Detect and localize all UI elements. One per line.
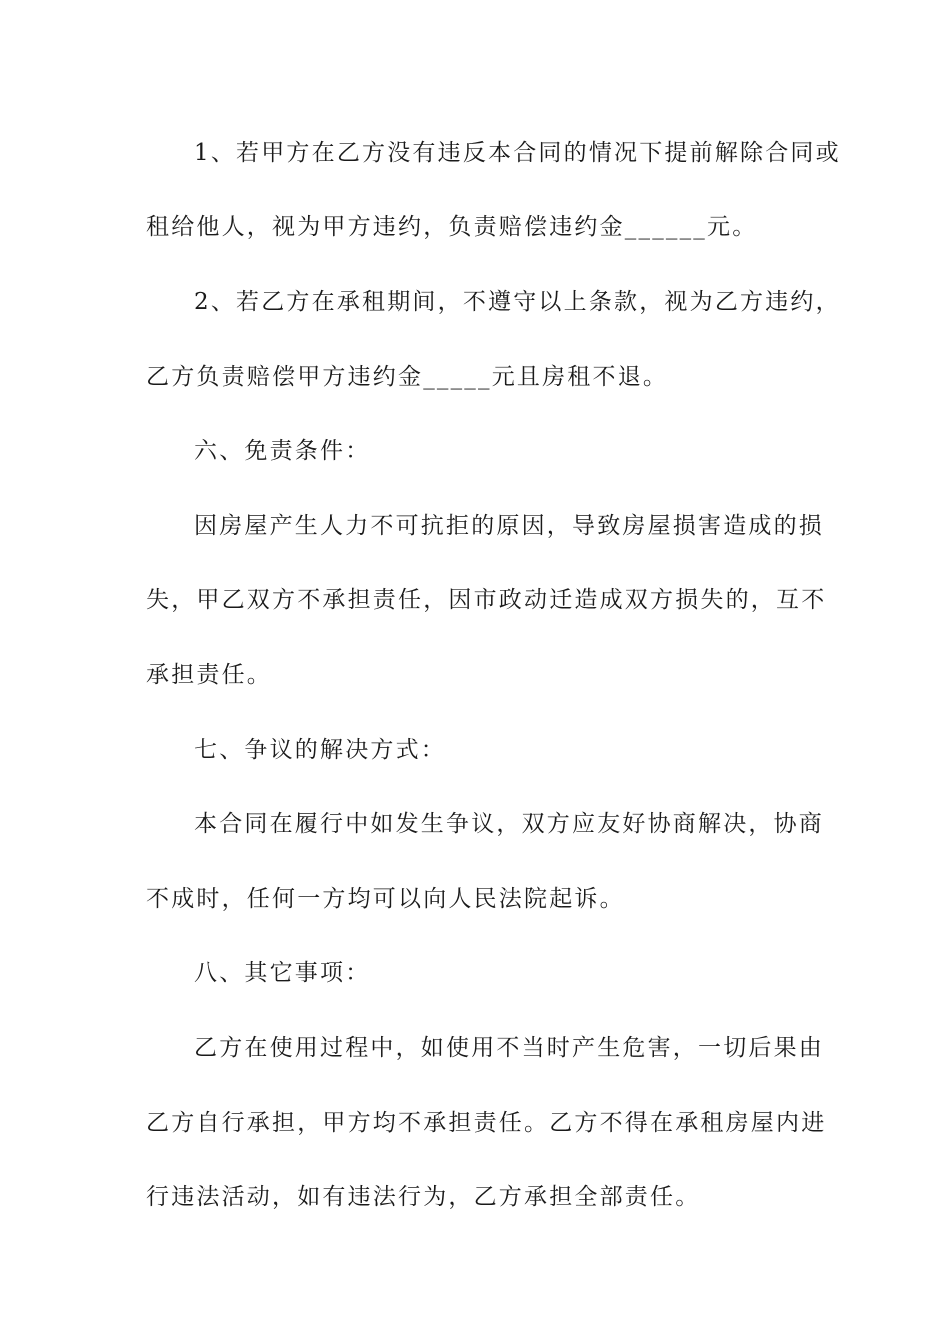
section-heading: 七、争议的解决方式： — [194, 737, 446, 763]
paragraph-line: 行违法活动，如有违法行为，乙方承担全部责任。 — [146, 1184, 701, 1210]
paragraph-line: 不成时，任何一方均可以向人民法院起诉。 — [146, 886, 625, 912]
paragraph-line: 本合同在履行中如发生争议，双方应友好协商解决，协商 — [194, 811, 824, 837]
paragraph-line: 1、若甲方在乙方没有违反本合同的情况下提前解除合同或 — [194, 140, 841, 166]
section-heading: 六、免责条件： — [194, 438, 371, 464]
paragraph-line: 乙方负责赔偿甲方违约金_____元且房租不退。 — [146, 364, 669, 390]
paragraph-line: 因房屋产生人力不可抗拒的原因，导致房屋损害造成的损 — [194, 513, 824, 539]
section-heading: 八、其它事项： — [194, 960, 371, 986]
paragraph-line: 乙方在使用过程中，如使用不当时产生危害，一切后果由 — [194, 1035, 824, 1061]
paragraph-line: 2、若乙方在承租期间，不遵守以上条款，视为乙方违约， — [194, 289, 841, 315]
paragraph-line: 失，甲乙双方不承担责任，因市政动迁造成双方损失的，互不 — [146, 587, 827, 613]
paragraph-line: 乙方自行承担，甲方均不承担责任。乙方不得在承租房屋内进 — [146, 1110, 827, 1136]
paragraph-line: 租给他人，视为甲方违约，负责赔偿违约金______元。 — [146, 214, 758, 240]
paragraph-line: 承担责任。 — [146, 662, 272, 688]
